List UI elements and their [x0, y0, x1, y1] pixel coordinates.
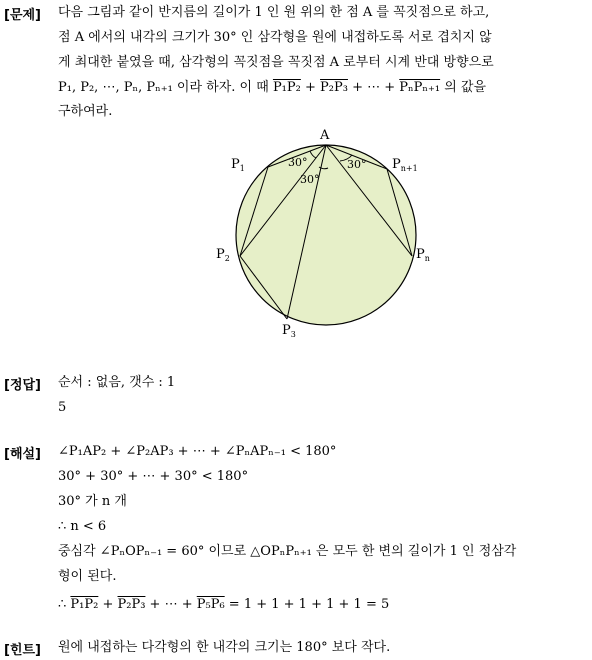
answer-line-1: 순서 : 없음, 갯수 : 1: [58, 375, 176, 390]
label-pn: $P_n$: [416, 247, 430, 263]
solution-tag: [해설]: [4, 447, 41, 462]
segment-p2p3-sol: P₂P₃: [117, 597, 146, 612]
label-pn1: $P_{n+1}$: [392, 157, 418, 173]
problem-line-3: 게 최대한 붙였을 때, 삼각형의 꼭짓점을 꼭짓점 A 로부터 시계 반대 방향으로: [58, 55, 494, 70]
solution-line-2: 30° + 30° + ⋯ + 30° < 180°: [58, 469, 249, 484]
segment-p1p2-sol: P₁P₂: [70, 597, 99, 612]
plus-sign: +: [300, 80, 321, 95]
ellipsis-sum-sol: + ⋯ +: [145, 597, 197, 612]
solution-line-3: 30° 가 n 개: [58, 494, 127, 509]
label-p2: $P_2$: [216, 247, 230, 263]
angle-label-3: 30°: [347, 158, 367, 171]
label-a: A: [320, 128, 330, 143]
problem-tag: [문제]: [4, 8, 41, 23]
label-p3: $P_3$: [282, 323, 296, 339]
problem-line-4: [58, 79, 486, 97]
solution-line-5: 중심각 ∠PₙOPₙ₋₁ = 60° 이므로 △OPₙPₙ₊₁ 은 모두 한 변의 길이가 1 인 정삼각: [58, 544, 517, 559]
circle: [236, 145, 416, 325]
segment-p1p2: P₁P₂: [272, 80, 301, 95]
therefore: ∴: [58, 597, 71, 612]
ellipsis-sum: + ⋯ +: [347, 80, 400, 95]
segment-p5p6-sol: P₅P₆: [196, 597, 225, 612]
solution-line-4: ∴ n < 6: [58, 519, 107, 534]
hint-text: 원에 내접하는 다각형의 한 내각의 크기는 180° 보다 작다.: [58, 640, 391, 655]
angle-label-1: 30°: [288, 156, 308, 169]
segment-p2p3: P₂P₃: [320, 80, 348, 95]
problem-line-4-post: 의 값을: [440, 80, 487, 95]
answer-line-2: 5: [58, 400, 67, 415]
solution-line-1: ∠P₁AP₂ + ∠P₂AP₃ + ⋯ + ∠PₙAPₙ₋₁ < 180°: [58, 444, 337, 459]
answer-tag: [정답]: [4, 378, 41, 393]
problem-line-2: 점 A 에서의 내각의 크기가 30° 인 삼각형을 원에 내접하도록 서로 겹치지 않: [58, 30, 492, 45]
angle-label-2: 30°: [300, 173, 320, 186]
plus-sign-sol: +: [98, 597, 118, 612]
problem-line-1: 다음 그림과 같이 반지름의 길이가 1 인 원 위의 한 점 A 를 꼭짓점으로 하고,: [58, 5, 490, 20]
problem-line-5: 구하여라.: [58, 104, 113, 119]
solution-line-6: 형이 된다.: [58, 569, 117, 584]
segment-pnpn1: PₙPₙ₊₁: [399, 80, 441, 95]
problem-line-4-pre: P₁, P₂, ⋯, Pₙ, Pₙ₊₁ 이라 하자. 이 때: [58, 80, 273, 95]
inscribed-triangles-figure: [0, 122, 592, 342]
solution-line-7: [58, 596, 389, 614]
label-p1: $P_1$: [231, 157, 245, 173]
hint-tag: [힌트]: [4, 643, 41, 658]
solution-result: = 1 + 1 + 1 + 1 + 1 = 5: [224, 597, 390, 612]
